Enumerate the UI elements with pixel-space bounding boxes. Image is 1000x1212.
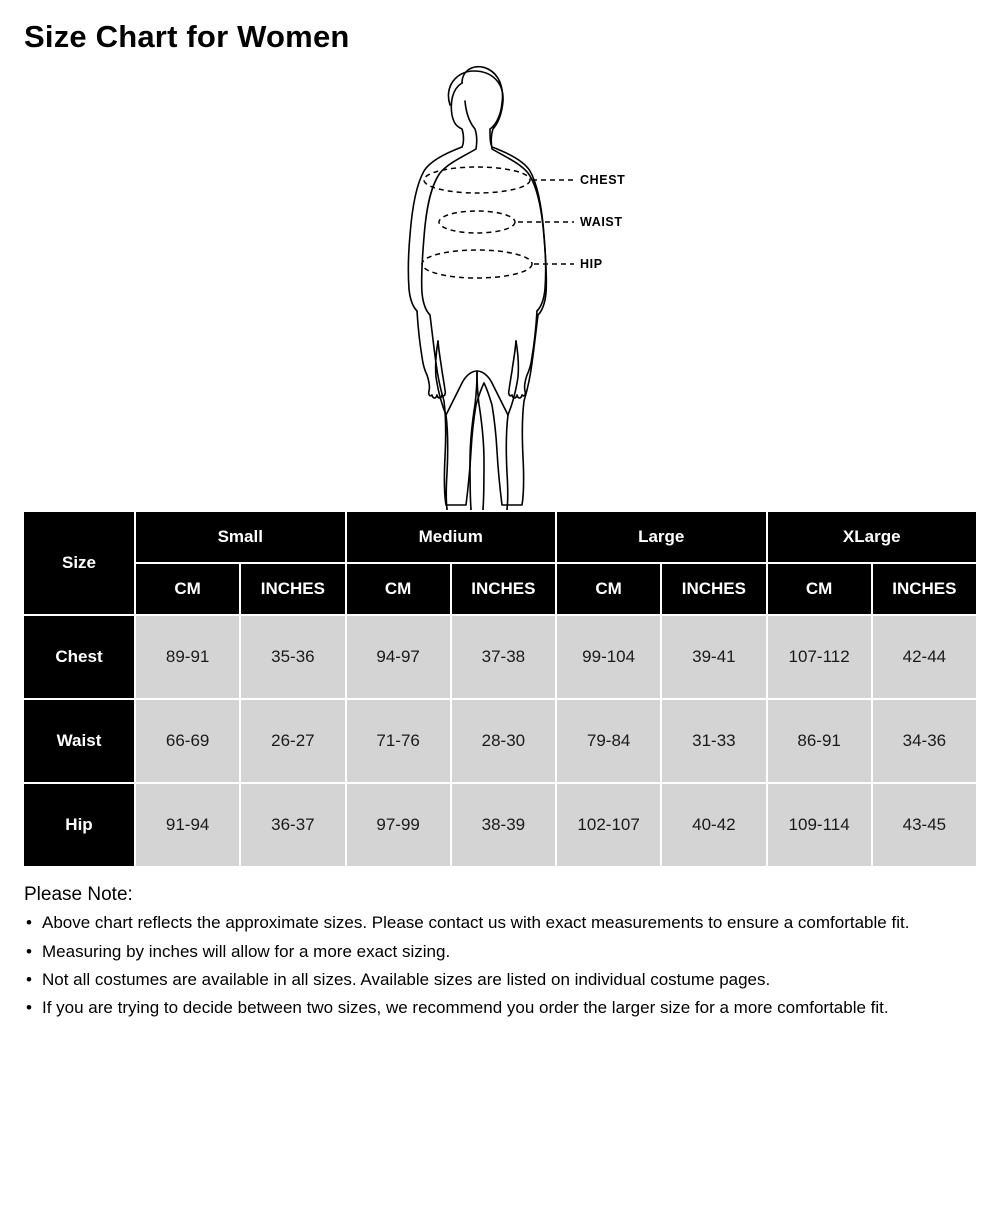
unit-header-large-cm: CM [556,563,661,615]
cell-chest-medium-inches: 37-38 [451,615,556,699]
table-header-row-units [23,563,977,615]
bullet-icon: • [26,941,32,961]
chest-label: CHEST [580,173,626,188]
group-header-xlarge: XLarge [767,511,978,563]
cell-hip-medium-cm: 97-99 [346,783,451,867]
cell-waist-xlarge-inches: 34-36 [872,699,977,783]
note-text-2: Measuring by inches will allow for a more exact sizing. [42,941,451,961]
list-item [24,967,978,993]
hip-label: HIP [580,257,603,272]
group-header-large: Large [556,511,767,563]
table-row [23,699,977,783]
page-title: Size Chart for Women [24,19,350,54]
table-header-row-groups [23,511,977,563]
table-row [23,783,977,867]
chest-measure-ellipse [424,167,530,193]
cell-chest-xlarge-cm: 107-112 [767,615,872,699]
row-label-hip: Hip [23,783,135,867]
group-header-medium: Medium [346,511,557,563]
cell-hip-large-cm: 102-107 [556,783,661,867]
notes-title: Please Note: [24,884,133,906]
note-text-1: Above chart reflects the approximate sizes. Please contact us with exact measurements to ensure a comfortable fit. [42,913,910,933]
unit-header-xlarge-cm: CM [767,563,872,615]
unit-header-medium-inches: INCHES [451,563,556,615]
cell-chest-xlarge-inches: 42-44 [872,615,977,699]
body-figure-svg [352,65,712,510]
cell-chest-large-cm: 99-104 [556,615,661,699]
cell-waist-large-inches: 31-33 [661,699,766,783]
cell-hip-large-inches: 40-42 [661,783,766,867]
body-diagram [22,55,978,510]
cell-waist-xlarge-cm: 86-91 [767,699,872,783]
bullet-icon: • [26,913,32,933]
hip-measure-ellipse [422,250,532,278]
unit-header-xlarge-inches: INCHES [872,563,977,615]
note-text-3: Not all costumes are available in all sizes. Available sizes are listed on individual costume pages. [42,969,771,989]
cell-chest-medium-cm: 94-97 [346,615,451,699]
bullet-icon: • [26,969,32,989]
size-table [22,510,978,868]
waist-measure-ellipse [439,211,515,233]
waist-label: WAIST [580,215,623,230]
unit-header-medium-cm: CM [346,563,451,615]
group-header-small: Small [135,511,346,563]
notes-section [24,884,978,1021]
bullet-icon: • [26,998,32,1018]
cell-chest-small-inches: 35-36 [240,615,345,699]
cell-hip-xlarge-cm: 109-114 [767,783,872,867]
note-text-4: If you are trying to decide between two sizes, we recommend you order the larger size for a more comfortable fit. [42,998,889,1018]
cell-waist-medium-cm: 71-76 [346,699,451,783]
cell-waist-small-cm: 66-69 [135,699,240,783]
list-item [24,939,978,965]
list-item [24,910,978,936]
cell-chest-small-cm: 89-91 [135,615,240,699]
cell-waist-large-cm: 79-84 [556,699,661,783]
size-chart-page [0,18,1000,1212]
unit-header-large-inches: INCHES [661,563,766,615]
cell-hip-small-inches: 36-37 [240,783,345,867]
cell-hip-xlarge-inches: 43-45 [872,783,977,867]
cell-chest-large-inches: 39-41 [661,615,766,699]
list-item [24,995,978,1021]
row-label-waist: Waist [23,699,135,783]
row-label-chest: Chest [23,615,135,699]
cell-hip-medium-inches: 38-39 [451,783,556,867]
table-row [23,615,977,699]
size-corner-label: Size [23,511,135,615]
unit-header-small-cm: CM [135,563,240,615]
cell-hip-small-cm: 91-94 [135,783,240,867]
unit-header-small-inches: INCHES [240,563,345,615]
cell-waist-small-inches: 26-27 [240,699,345,783]
cell-waist-medium-inches: 28-30 [451,699,556,783]
